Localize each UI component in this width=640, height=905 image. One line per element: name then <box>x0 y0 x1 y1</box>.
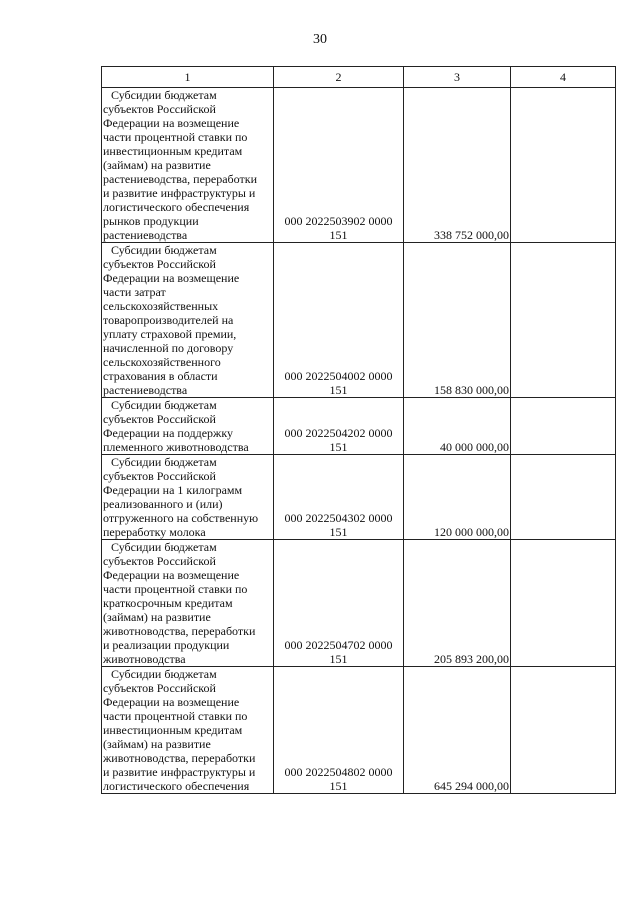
description-line: реализованного и (или) <box>103 497 223 511</box>
description-line: сельскохозяйственных <box>103 299 219 313</box>
subsidy-description <box>102 540 274 667</box>
table-header-row <box>102 67 616 88</box>
code-line: 151 <box>329 779 348 793</box>
subsidy-description <box>102 398 274 455</box>
description-line: части процентной ставки по <box>103 130 248 144</box>
amount-value: 645 294 000,00 <box>404 667 511 794</box>
code-line: 151 <box>329 440 348 454</box>
amount-value: 40 000 000,00 <box>404 398 511 455</box>
description-line: субъектов Российской <box>103 257 216 271</box>
budget-classification-code <box>274 455 404 540</box>
description-line: товаропроизводителей на <box>103 313 234 327</box>
description-line: растениеводства <box>103 228 188 242</box>
description-line: Федерации на возмещение <box>103 116 240 130</box>
table-row <box>102 398 616 455</box>
budget-classification-code <box>274 667 404 794</box>
description-line: Субсидии бюджетам <box>111 243 217 257</box>
code-line: 000 2022504702 0000 <box>284 638 393 652</box>
table-body <box>102 88 616 794</box>
column-4-cell <box>511 88 616 243</box>
code-line: 151 <box>329 383 348 397</box>
description-line: краткосрочным кредитам <box>103 596 233 610</box>
description-line: логистического обеспечения <box>103 779 250 793</box>
amount-value: 205 893 200,00 <box>404 540 511 667</box>
description-line: части процентной ставки по <box>103 582 248 596</box>
description-line: субъектов Российской <box>103 412 216 426</box>
description-line: животноводства, переработки <box>103 624 256 638</box>
description-line: инвестиционным кредитам <box>103 144 243 158</box>
table-row <box>102 455 616 540</box>
table-row <box>102 243 616 398</box>
code-line: 151 <box>329 652 348 666</box>
description-line: субъектов Российской <box>103 554 216 568</box>
budget-classification-code <box>274 243 404 398</box>
description-line: начисленной по договору <box>103 341 234 355</box>
description-line: Субсидии бюджетам <box>111 540 217 554</box>
table-row <box>102 667 616 794</box>
description-line: племенного животноводства <box>103 440 249 454</box>
description-line: Субсидии бюджетам <box>111 88 217 102</box>
description-line: (займам) на развитие <box>103 158 211 172</box>
description-line: Федерации на поддержку <box>103 426 233 440</box>
table-row <box>102 88 616 243</box>
description-line: Федерации на возмещение <box>103 568 240 582</box>
budget-classification-code <box>274 88 404 243</box>
description-line: страхования в области <box>103 369 218 383</box>
column-4-cell <box>511 398 616 455</box>
code-line: 000 2022504302 0000 <box>284 511 393 525</box>
column-header-3: 3 <box>404 67 511 88</box>
subsidy-description <box>102 243 274 398</box>
column-header-1: 1 <box>102 67 274 88</box>
code-line: 000 2022503902 0000 <box>284 214 393 228</box>
page-number: 30 <box>313 32 327 47</box>
description-line: Субсидии бюджетам <box>111 398 217 412</box>
code-line: 000 2022504002 0000 <box>284 369 393 383</box>
description-line: переработку молока <box>103 525 206 539</box>
subsidy-description <box>102 667 274 794</box>
description-line: Федерации на возмещение <box>103 695 240 709</box>
description-line: (займам) на развитие <box>103 610 211 624</box>
amount-value: 338 752 000,00 <box>404 88 511 243</box>
amount-value: 120 000 000,00 <box>404 455 511 540</box>
budget-classification-code <box>274 540 404 667</box>
code-line: 151 <box>329 525 348 539</box>
description-line: субъектов Российской <box>103 102 216 116</box>
description-line: Федерации на 1 килограмм <box>103 483 243 497</box>
description-line: субъектов Российской <box>103 469 216 483</box>
column-4-cell <box>511 243 616 398</box>
code-line: 151 <box>329 228 348 242</box>
description-line: уплату страховой премии, <box>103 327 237 341</box>
description-line: сельскохозяйственного <box>103 355 221 369</box>
description-line: рынков продукции <box>103 214 199 228</box>
column-4-cell <box>511 455 616 540</box>
code-line: 000 2022504202 0000 <box>284 426 393 440</box>
amount-value: 158 830 000,00 <box>404 243 511 398</box>
description-line: логистического обеспечения <box>103 200 250 214</box>
description-line: части процентной ставки по <box>103 709 248 723</box>
description-line: Субсидии бюджетам <box>111 455 217 469</box>
column-header-4: 4 <box>511 67 616 88</box>
subsidy-description <box>102 88 274 243</box>
budget-classification-code <box>274 398 404 455</box>
column-4-cell <box>511 667 616 794</box>
description-line: части затрат <box>103 285 166 299</box>
description-line: и реализации продукции <box>103 638 230 652</box>
description-line: животноводства, переработки <box>103 751 256 765</box>
description-line: Федерации на возмещение <box>103 271 240 285</box>
description-line: растениеводства, переработки <box>103 172 257 186</box>
table-row <box>102 540 616 667</box>
description-line: животноводства <box>103 652 186 666</box>
subsidy-description <box>102 455 274 540</box>
column-4-cell <box>511 540 616 667</box>
description-line: и развитие инфраструктуры и <box>103 186 256 200</box>
description-line: Субсидии бюджетам <box>111 667 217 681</box>
budget-table <box>101 66 616 794</box>
description-line: отгруженного на собственную <box>103 511 259 525</box>
column-header-2: 2 <box>274 67 404 88</box>
code-line: 000 2022504802 0000 <box>284 765 393 779</box>
description-line: и развитие инфраструктуры и <box>103 765 256 779</box>
description-line: растениеводства <box>103 383 188 397</box>
description-line: инвестиционным кредитам <box>103 723 243 737</box>
description-line: (займам) на развитие <box>103 737 211 751</box>
description-line: субъектов Российской <box>103 681 216 695</box>
